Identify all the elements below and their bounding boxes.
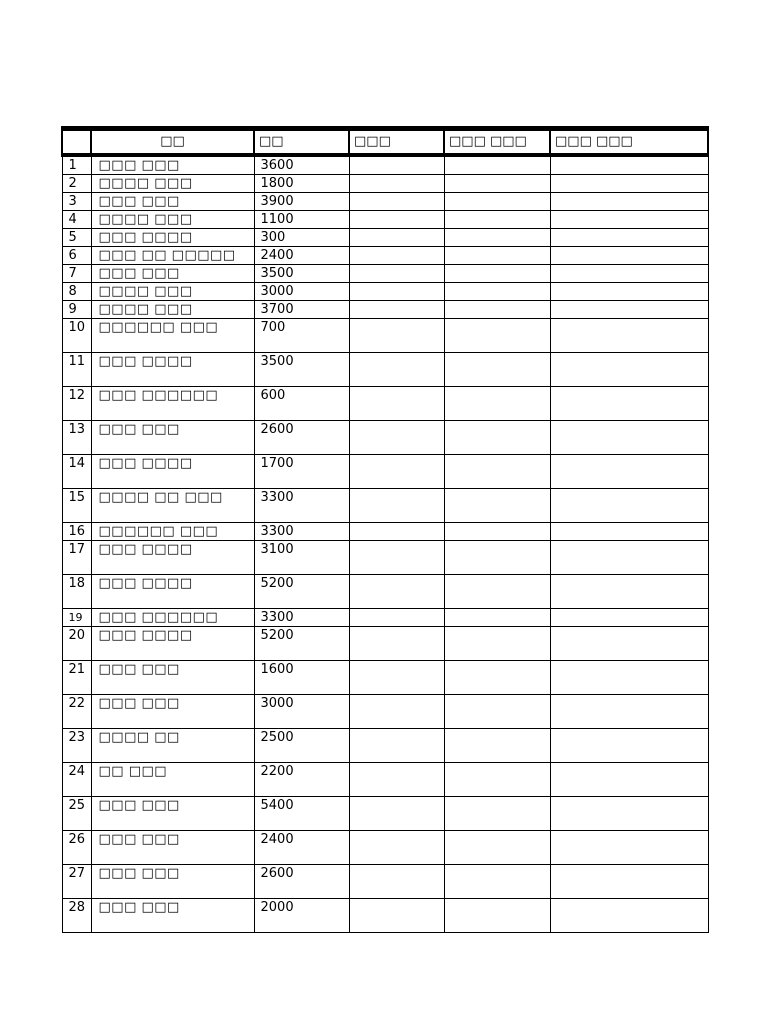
cell-col5: [444, 386, 550, 420]
cell-name: □□□□ □□□: [91, 174, 254, 192]
cell-name: □□□□ □□□: [91, 282, 254, 300]
cell-name: □□□ □□□: [91, 264, 254, 282]
cell-value: 700: [254, 318, 349, 352]
cell-value: 600: [254, 386, 349, 420]
cell-serial: 19: [62, 608, 91, 626]
cell-col5: [444, 796, 550, 830]
cell-col4: [349, 574, 444, 608]
cell-col6: [550, 728, 708, 762]
cell-value: 2400: [254, 246, 349, 264]
cell-col6: [550, 626, 708, 660]
cell-col6: [550, 352, 708, 386]
cell-col6: [550, 762, 708, 796]
cell-col5: [444, 454, 550, 488]
cell-col4: [349, 155, 444, 175]
cell-value: 3100: [254, 540, 349, 574]
cell-serial: 9: [62, 300, 91, 318]
cell-col6: [550, 488, 708, 522]
cell-value: 2400: [254, 830, 349, 864]
table-row: [62, 540, 708, 574]
table-row: [62, 386, 708, 420]
cell-serial: 26: [62, 830, 91, 864]
cell-col5: [444, 318, 550, 352]
document-sheet: [61, 126, 707, 933]
cell-col6: [550, 608, 708, 626]
cell-value: 2600: [254, 420, 349, 454]
cell-col4: [349, 386, 444, 420]
cell-name: □□□ □□□: [91, 796, 254, 830]
cell-col4: [349, 864, 444, 898]
cell-value: 1700: [254, 454, 349, 488]
cell-col4: [349, 174, 444, 192]
cell-serial: 5: [62, 228, 91, 246]
cell-col4: [349, 300, 444, 318]
cell-value: 5200: [254, 626, 349, 660]
cell-col4: [349, 540, 444, 574]
cell-col6: [550, 192, 708, 210]
cell-col5: [444, 420, 550, 454]
cell-serial: 8: [62, 282, 91, 300]
cell-col4: [349, 318, 444, 352]
cell-col5: [444, 210, 550, 228]
cell-col5: [444, 728, 550, 762]
cell-name: □□□ □□□□: [91, 454, 254, 488]
cell-serial: 7: [62, 264, 91, 282]
cell-col4: [349, 264, 444, 282]
cell-col5: [444, 574, 550, 608]
table-row: [62, 420, 708, 454]
cell-serial: 18: [62, 574, 91, 608]
cell-col5: [444, 174, 550, 192]
cell-col6: [550, 574, 708, 608]
table-row: [62, 864, 708, 898]
table-body: [62, 155, 708, 933]
table-row: [62, 300, 708, 318]
table-row: [62, 796, 708, 830]
cell-name: □□ □□□: [91, 762, 254, 796]
cell-col5: [444, 282, 550, 300]
cell-col4: [349, 228, 444, 246]
cell-name: □□□□□□ □□□: [91, 522, 254, 540]
cell-col5: [444, 192, 550, 210]
cell-col5: [444, 898, 550, 932]
header-name: □□: [91, 129, 254, 155]
cell-col6: [550, 155, 708, 175]
cell-value: 3500: [254, 352, 349, 386]
cell-name: □□□ □□□: [91, 864, 254, 898]
cell-col4: [349, 454, 444, 488]
cell-serial: 4: [62, 210, 91, 228]
cell-serial: 24: [62, 762, 91, 796]
cell-col4: [349, 488, 444, 522]
cell-col5: [444, 608, 550, 626]
cell-col6: [550, 318, 708, 352]
cell-serial: 28: [62, 898, 91, 932]
cell-col5: [444, 626, 550, 660]
cell-col6: [550, 246, 708, 264]
table-row: [62, 318, 708, 352]
cell-col6: [550, 660, 708, 694]
cell-col4: [349, 762, 444, 796]
cell-serial: 14: [62, 454, 91, 488]
cell-col5: [444, 762, 550, 796]
cell-serial: 22: [62, 694, 91, 728]
cell-col4: [349, 626, 444, 660]
cell-col6: [550, 864, 708, 898]
cell-value: 3000: [254, 282, 349, 300]
cell-col6: [550, 282, 708, 300]
table-row: [62, 762, 708, 796]
cell-serial: 1: [62, 155, 91, 175]
cell-col6: [550, 522, 708, 540]
cell-col6: [550, 420, 708, 454]
cell-value: 1600: [254, 660, 349, 694]
cell-col5: [444, 694, 550, 728]
table-row: [62, 522, 708, 540]
cell-col4: [349, 246, 444, 264]
table-row: [62, 155, 708, 175]
cell-col5: [444, 660, 550, 694]
cell-col6: [550, 694, 708, 728]
cell-value: 300: [254, 228, 349, 246]
cell-name: □□□ □□□: [91, 898, 254, 932]
cell-value: 2200: [254, 762, 349, 796]
table-row: [62, 694, 708, 728]
cell-col5: [444, 155, 550, 175]
table-row: [62, 728, 708, 762]
cell-name: □□□ □□□: [91, 694, 254, 728]
cell-serial: 10: [62, 318, 91, 352]
cell-name: □□□ □□□□: [91, 228, 254, 246]
table-row: [62, 626, 708, 660]
cell-col4: [349, 796, 444, 830]
cell-col4: [349, 728, 444, 762]
cell-col5: [444, 228, 550, 246]
header-col4: □□□: [349, 129, 444, 155]
cell-serial: 2: [62, 174, 91, 192]
cell-value: 3300: [254, 522, 349, 540]
cell-col6: [550, 228, 708, 246]
cell-serial: 20: [62, 626, 91, 660]
table-row: [62, 454, 708, 488]
table-row: [62, 488, 708, 522]
table-row: [62, 898, 708, 932]
cell-value: 1800: [254, 174, 349, 192]
cell-name: □□□□□□ □□□: [91, 318, 254, 352]
cell-serial: 6: [62, 246, 91, 264]
cell-serial: 16: [62, 522, 91, 540]
cell-name: □□□□ □□□: [91, 210, 254, 228]
cell-value: 3500: [254, 264, 349, 282]
cell-value: 2500: [254, 728, 349, 762]
cell-serial: 15: [62, 488, 91, 522]
cell-name: □□□ □□□□: [91, 540, 254, 574]
cell-value: 5200: [254, 574, 349, 608]
cell-col6: [550, 540, 708, 574]
cell-serial: 21: [62, 660, 91, 694]
cell-col4: [349, 608, 444, 626]
cell-value: 2000: [254, 898, 349, 932]
cell-col5: [444, 830, 550, 864]
cell-serial: 11: [62, 352, 91, 386]
cell-col4: [349, 694, 444, 728]
cell-col6: [550, 454, 708, 488]
cell-name: □□□ □□□□□□: [91, 386, 254, 420]
cell-col4: [349, 192, 444, 210]
header-value: □□: [254, 129, 349, 155]
cell-col6: [550, 210, 708, 228]
table-row: [62, 608, 708, 626]
cell-col4: [349, 352, 444, 386]
cell-value: 2600: [254, 864, 349, 898]
cell-value: 1100: [254, 210, 349, 228]
cell-name: □□□ □□□: [91, 420, 254, 454]
cell-name: □□□□ □□: [91, 728, 254, 762]
cell-name: □□□ □□ □□□□□: [91, 246, 254, 264]
cell-name: □□□ □□□□: [91, 626, 254, 660]
cell-serial: 27: [62, 864, 91, 898]
cell-name: □□□□ □□□: [91, 300, 254, 318]
table-row: [62, 282, 708, 300]
cell-col6: [550, 300, 708, 318]
cell-value: 3300: [254, 608, 349, 626]
cell-col5: [444, 300, 550, 318]
cell-col4: [349, 210, 444, 228]
table-row: [62, 660, 708, 694]
table-row: [62, 246, 708, 264]
cell-col5: [444, 522, 550, 540]
cell-name: □□□□ □□ □□□: [91, 488, 254, 522]
cell-value: 5400: [254, 796, 349, 830]
cell-col6: [550, 174, 708, 192]
cell-col4: [349, 830, 444, 864]
cell-col6: [550, 830, 708, 864]
data-table: [61, 126, 709, 933]
cell-col5: [444, 540, 550, 574]
cell-col5: [444, 352, 550, 386]
cell-serial: 17: [62, 540, 91, 574]
table-row: [62, 574, 708, 608]
cell-col6: [550, 386, 708, 420]
cell-col6: [550, 264, 708, 282]
cell-col5: [444, 864, 550, 898]
header-serial: [62, 129, 91, 155]
cell-serial: 3: [62, 192, 91, 210]
cell-name: □□□ □□□□: [91, 574, 254, 608]
cell-col5: [444, 488, 550, 522]
cell-col4: [349, 898, 444, 932]
cell-value: 3600: [254, 155, 349, 175]
cell-serial: 13: [62, 420, 91, 454]
cell-col4: [349, 282, 444, 300]
table-row: [62, 228, 708, 246]
header-col5: □□□ □□□: [444, 129, 550, 155]
cell-name: □□□ □□□: [91, 660, 254, 694]
cell-name: □□□ □□□: [91, 155, 254, 175]
cell-value: 3700: [254, 300, 349, 318]
cell-serial: 23: [62, 728, 91, 762]
cell-value: 3300: [254, 488, 349, 522]
cell-serial: 25: [62, 796, 91, 830]
cell-col5: [444, 246, 550, 264]
cell-value: 3000: [254, 694, 349, 728]
cell-name: □□□ □□□: [91, 830, 254, 864]
table-row: [62, 830, 708, 864]
cell-col6: [550, 898, 708, 932]
cell-col6: [550, 796, 708, 830]
table-row: [62, 210, 708, 228]
table-header-row: [62, 129, 708, 155]
table-row: [62, 264, 708, 282]
cell-serial: 12: [62, 386, 91, 420]
cell-name: □□□ □□□□: [91, 352, 254, 386]
cell-col4: [349, 660, 444, 694]
cell-name: □□□ □□□: [91, 192, 254, 210]
header-col6: □□□ □□□: [550, 129, 708, 155]
cell-col4: [349, 522, 444, 540]
cell-value: 3900: [254, 192, 349, 210]
cell-name: □□□ □□□□□□: [91, 608, 254, 626]
table-row: [62, 192, 708, 210]
cell-col5: [444, 264, 550, 282]
table-row: [62, 174, 708, 192]
table-row: [62, 352, 708, 386]
cell-col4: [349, 420, 444, 454]
